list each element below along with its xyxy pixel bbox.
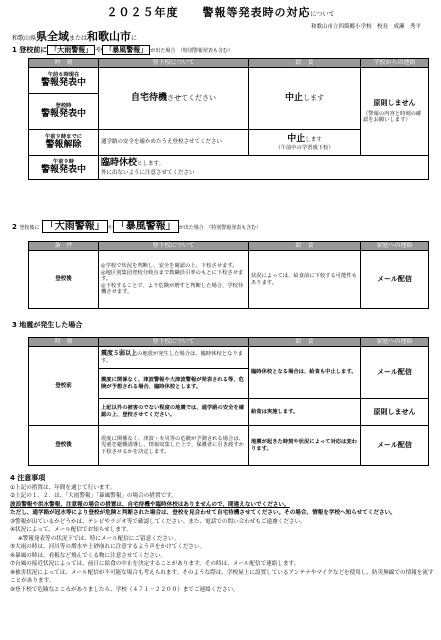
condition-cell: 登校前: [29, 347, 99, 426]
contact-cell: 原則しません （警報の内容と時刻の確認をお願いします）: [361, 68, 429, 156]
scope-line: 和歌山県県全域または和歌山市に: [12, 30, 138, 43]
condition-cell: 登校後: [29, 251, 99, 309]
commute-cell: ◎学校で状況を判断し、安全を確認の上、下校させます。 ◎地区別集団登校分岐点まで教職員引率のもとに下校させます。 ◎下校することで、より危険が増すと判断した場合、学校待機させます。: [99, 251, 249, 309]
commute-cell: 震度に関係なく、津波警報や大津波警報が発表される等、危険が予想される場合、臨時休校とします。: [99, 369, 249, 399]
section1-heading: 1 登校前に 「大雨警報」 や 「暴風警報」 が出た場合 （特別警報発表も含む）: [12, 46, 233, 54]
note-item: ①上記の措置は、年間を通じて行います。: [10, 484, 116, 491]
notes-heading: 4 注意事項: [10, 474, 46, 482]
note-item: ⑥暴風の時は、看板など飛んでくる物に注意させてください。: [10, 552, 167, 559]
note-item: ⑨登下校で危険なところがありましたら、学校（４７１－２２００）までご連絡ください。: [10, 586, 239, 593]
lunch-cell: 地震が起きた時刻や状況によって対応は変わります。: [249, 426, 361, 466]
notes-section: [10, 474, 434, 594]
contact-cell: メール配信: [361, 251, 429, 309]
col-lunch: 給 食: [249, 242, 361, 251]
commute-cell: 震度に関係なく、津波・火災等の危険が予測される場合は、児童を避難誘導し、情報収集した上で、保護者に引き渡すか下校させるかを決定します。: [99, 426, 249, 466]
lunch-cell: 状況によっては、給食前に下校する可能性もあります。: [249, 251, 361, 309]
school-name: 和歌山市立四箇郷小学校 校長 成瀬 秀平: [310, 24, 421, 30]
note-item: ⑤大雨の時は、河川等の増水や土砂崩れに注意するよう声をかけてください。: [10, 544, 206, 550]
commute-cell: 震度５弱以上の地震が発生した場合は、臨時休校となります。: [99, 347, 249, 369]
col-condition: 条 件: [29, 242, 99, 251]
col-time: 時 刻: [29, 59, 99, 68]
note-item: ただし、通学路が冠水等により登校が危険と判断された場合は、登校を見合わせて自宅待機させてください。その場合、情報を学校へ知らせてください。: [10, 510, 396, 516]
condition-cell: 登校後: [29, 426, 99, 466]
time-cell: 午前６時現在 警報発表中: [29, 68, 99, 94]
contact-cell: 原則しません: [361, 399, 429, 426]
note-item: ⑦台風の接近状況によっては、前日に給食の中止を決定することがあります。その時は、メール配信で連絡します。: [10, 561, 300, 567]
section2-heading: 2 登校後に 「大雨警報」 や 「暴風警報」 が出た場合 （特別警報発表も含む）: [12, 221, 262, 232]
note-item: ④状況によって、メール配信でお知らせします。: [10, 527, 132, 533]
lunch-cell: 中止します: [249, 68, 361, 130]
time-cell: 登校時 警報発表中: [29, 94, 99, 130]
col-lunch: 給 食: [249, 338, 361, 347]
section3-table: [28, 337, 429, 466]
lunch-cell: 給食は実施します。: [249, 399, 361, 426]
col-contact: 学校からの連絡: [361, 59, 429, 68]
col-lunch: 給 食: [249, 59, 361, 68]
lunch-cell: 臨時休校となる場合は、給食も中止します。: [249, 347, 361, 399]
contact-cell: メール配信: [361, 426, 429, 466]
note-item: ②上記の１．２．は、「大雨警報」「暴風警報」の場合の措置です。: [10, 493, 177, 499]
lunch-cell: 中止します （午前中の学習後下校）: [249, 130, 361, 156]
commute-cell: 通学路の安全を確かめたうえ登校させてください: [99, 130, 249, 156]
section1-table: [28, 58, 429, 180]
commute-cell: 上記以外の被害のでない程度の地震では、通学路の安全を確認の上、登校させてください。: [99, 399, 249, 426]
col-commute: 登下校について: [99, 242, 249, 251]
section2-table: [28, 241, 429, 309]
note-item: 波浪警報や洪水警報、注意報の場合の措置は、自宅待機や臨時休校はありませんので、間違えないでください。: [10, 501, 290, 508]
col-commute: 登下校について: [99, 338, 249, 347]
col-commute: 登下校について: [99, 59, 249, 68]
time-cell: 午前９時 警報発表中: [29, 156, 99, 180]
col-contact: 家庭への連絡: [361, 242, 429, 251]
col-contact: 家庭への連絡: [361, 338, 429, 347]
contact-cell: メール配信: [361, 347, 429, 399]
time-cell: 午前９時までに 警報解除: [29, 130, 99, 156]
section3-heading: 3 地震が発生した場合: [12, 321, 83, 329]
page-title: ２０２５年度 警報等発表時の対応について: [106, 6, 335, 19]
commute-cell: 臨時休校とします。 外に出ないように注意させてください: [99, 156, 429, 180]
commute-cell: 自宅待機させてください: [99, 68, 249, 130]
note-item: ③警報が出ているかどうかは、テレビやラジオ等で確認してください。また、電話での問い合わせもご遠慮ください。: [10, 518, 306, 525]
col-time: 時 刻: [29, 338, 99, 347]
note-item: ⑧被害状況によっては、メール配信が不可能な場合も考えられます。そのような際は、学校屋上に設置しているアンテナやマイクなどを使用し、防災無線での情報を流すことがあります。: [10, 569, 434, 584]
note-item: ※警報発表等の状況下では、特にメール配信にご留意ください。: [18, 535, 180, 542]
